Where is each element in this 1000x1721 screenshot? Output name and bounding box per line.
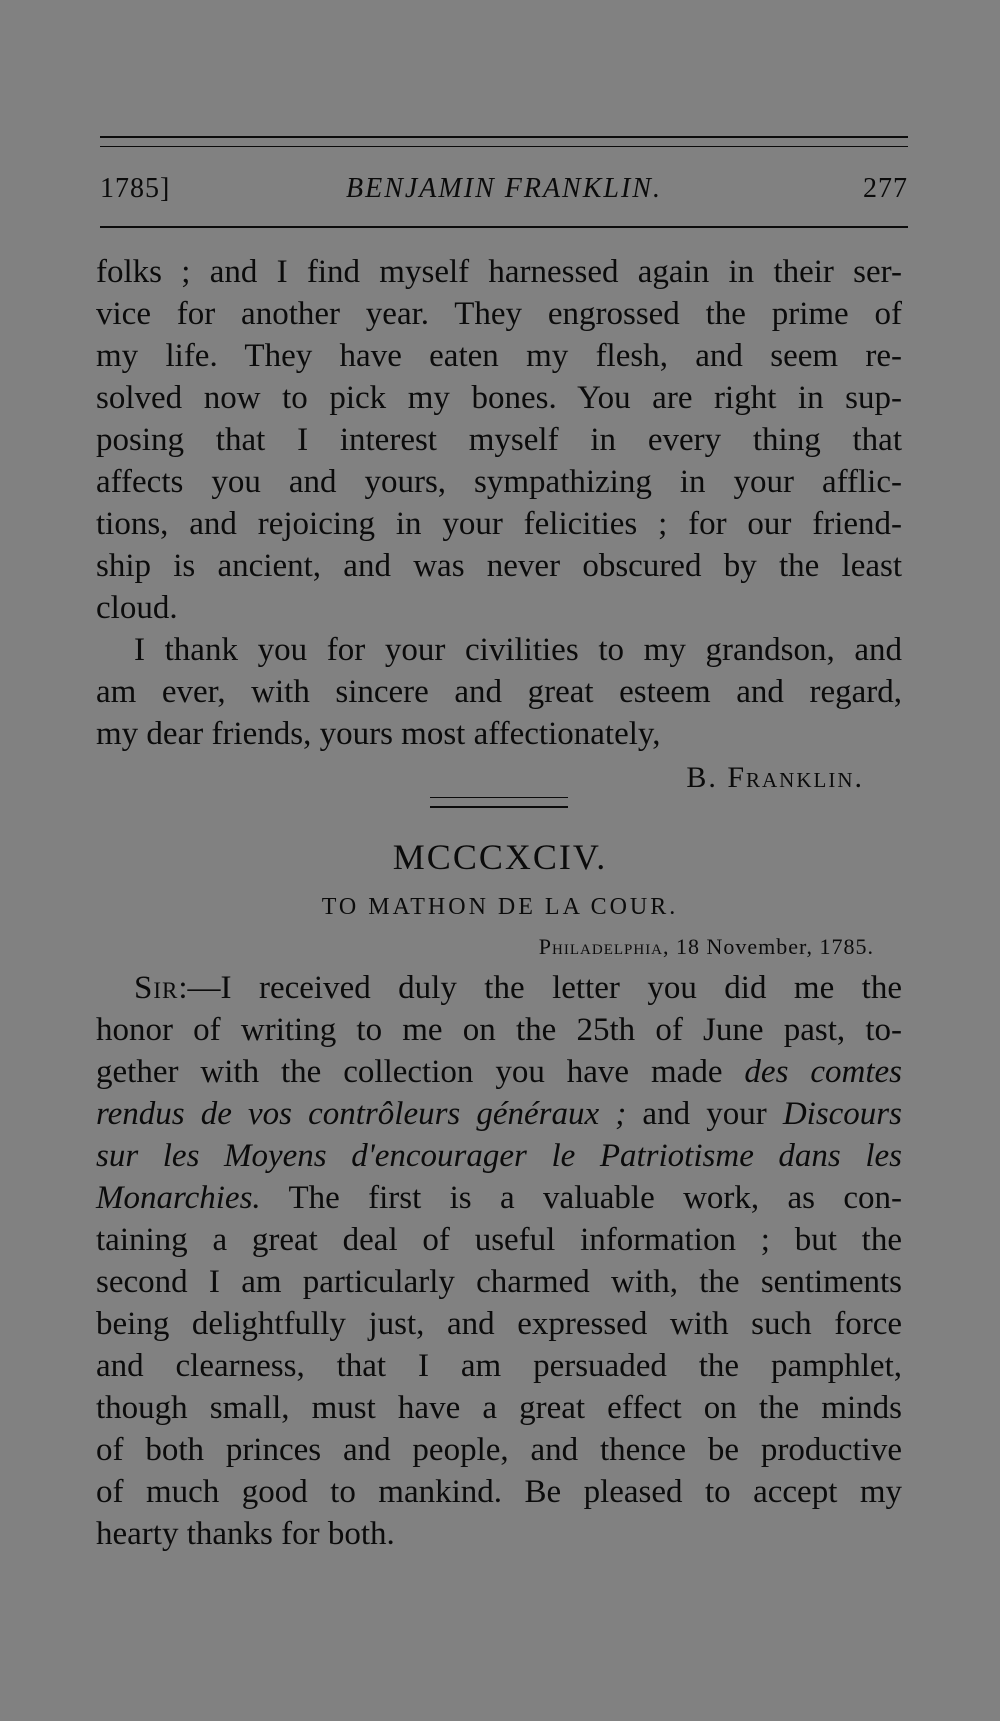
letter-number: MCCCXCIV.: [392, 837, 608, 877]
salutation: Sir: [134, 970, 179, 1006]
header-top-rule-inner: [100, 146, 908, 147]
text-line: second I am particularly charmed with, the sentiments: [96, 1264, 902, 1300]
header-top-rule: [100, 136, 908, 138]
text-line: of much good to mankind. Be pleased to accept my: [96, 1474, 902, 1510]
page-number: 277: [863, 173, 908, 204]
running-head-title: BENJAMIN FRANKLIN.: [346, 173, 662, 204]
text-line: honor of writing to me on the 25th of June past, to-: [96, 1012, 902, 1048]
text-line: cloud.: [96, 590, 178, 626]
running-head-year: 1785]: [100, 173, 171, 204]
text-line: being delightfully just, and expressed with such force: [96, 1306, 902, 1342]
text-line: posing that I interest myself in every thing that: [96, 422, 902, 458]
text-line: ship is ancient, and was never obscured by the least: [96, 548, 902, 584]
text-line: my life. They have eaten my flesh, and seem re-: [96, 338, 902, 374]
text-line: and clearness, that I am persuaded the pamphlet,: [96, 1348, 902, 1384]
header-bottom-rule: [100, 226, 908, 228]
text-line: I thank you for your civilities to my grandson, and: [134, 632, 902, 668]
text-line: gether with the collection you have made des comtes: [96, 1054, 902, 1090]
dateline-place: Philadelphia,: [538, 934, 670, 959]
dateline: [539, 932, 874, 962]
text-line: Sir:—I received duly the letter you did me the: [134, 970, 902, 1006]
text-line: though small, must have a great effect on the minds: [96, 1390, 902, 1426]
text-line: Monarchies. The first is a valuable work, as con-: [96, 1180, 902, 1216]
text-line: sur les Moyens d'encourager le Patriotisme dans les: [96, 1138, 902, 1174]
letter-recipient: TO MATHON DE LA COUR.: [321, 894, 679, 920]
dateline-date: 18 November, 1785.: [676, 934, 874, 959]
text-line: tions, and rejoicing in your felicities ; for our friend-: [96, 506, 902, 542]
text-line: vice for another year. They engrossed the prime of: [96, 296, 902, 332]
section-separator-rule-lower: [430, 806, 568, 808]
text-line: hearty thanks for both.: [96, 1516, 395, 1552]
text-line: folks ; and I find myself harnessed again in their ser-: [96, 254, 902, 290]
text-line: my dear friends, yours most affectionately,: [96, 716, 661, 752]
text-line: affects you and yours, sympathizing in your afflic-: [96, 464, 902, 500]
text-line: taining a great deal of useful information ; but the: [96, 1222, 902, 1258]
text-line: of both princes and people, and thence be productive: [96, 1432, 902, 1468]
section-separator-rule: [430, 797, 568, 798]
signature: B. Franklin.: [686, 761, 864, 794]
running-head: [100, 172, 908, 206]
text-line: solved now to pick my bones. You are right in sup-: [96, 380, 902, 416]
text-line: rendus de vos contrôleurs généraux ; and your Discours: [96, 1096, 902, 1132]
text-line: am ever, with sincere and great esteem and regard,: [96, 674, 902, 710]
